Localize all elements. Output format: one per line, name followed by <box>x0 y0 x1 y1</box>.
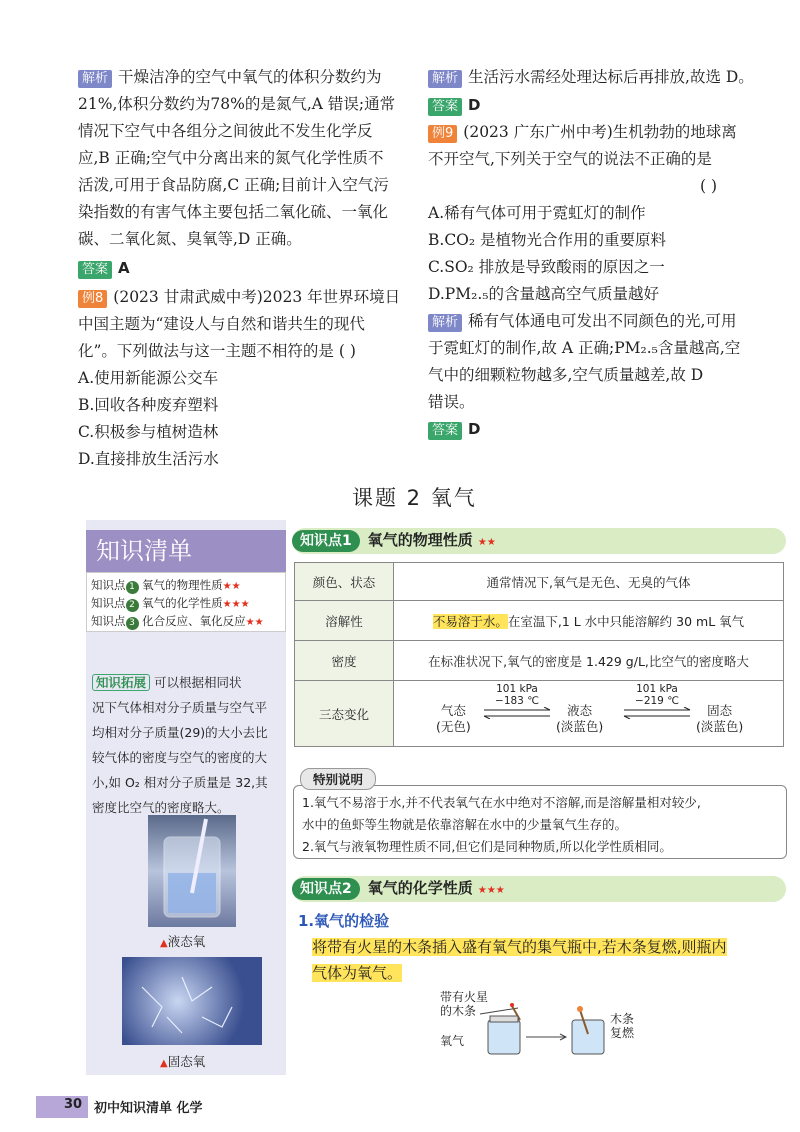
sidebar-title: 知识清单 <box>86 530 286 572</box>
answer-line: 答案 A <box>78 255 130 282</box>
phase-diagram: 气态 (无色) 101 kPa −183 ℃ 液态 (淡蓝色) 101 kPa −219 ℃ 固态 (淡蓝色) <box>394 681 784 747</box>
table-row: 三态变化 气态 (无色) 101 kPa −183 ℃ 液态 (淡蓝色) 101 kPa −219 ℃ 固态 (淡蓝色) <box>295 681 784 747</box>
list-item: 知识点 2 氧气的化学性质★★★ <box>91 596 250 610</box>
extend-tag: 知识拓展 <box>92 674 150 691</box>
text-line: 活泼,可用于食品防腐,C 正确;目前计入空气污 <box>78 176 389 194</box>
crystal-icon <box>122 957 262 1045</box>
answer-paren: ( ) <box>700 177 718 195</box>
answer-tag: 答案 <box>428 98 462 116</box>
text-line: 21%,体积分数约为78%的是氮气,A 错误;通常 <box>78 95 396 113</box>
section-title: 课题 2 氧气 <box>352 486 477 510</box>
analysis-line: 解析 生活污水需经处理达标后再排放,故选 D。 <box>428 64 754 91</box>
option-c: C.SO₂ 排放是导致酸雨的原因之一 <box>428 258 665 276</box>
option-d: D.直接排放生活污水 <box>78 450 219 468</box>
text-line: 气中的细颗粒物越多,空气质量越差,故 D <box>428 366 704 384</box>
kp1-header: 知识点1 氧气的物理性质 ★★ <box>292 528 786 554</box>
book-title: 初中知识清单 化学 <box>94 1101 203 1116</box>
text-line: 不开空气,下列关于空气的说法不正确的是 <box>428 150 712 168</box>
text-line: 化”。下列做法与这一主题不相符的是 ( ) <box>78 342 356 360</box>
text-line: 错误。 <box>428 393 475 411</box>
note-tag: 特别说明 <box>300 768 376 790</box>
solid-oxygen-image <box>122 957 262 1045</box>
list-item: 知识点 1 氧气的物理性质★★ <box>91 578 241 592</box>
triangle-icon: ▲ <box>160 1058 168 1069</box>
beaker-icon <box>148 815 236 927</box>
arrow-icon <box>622 707 692 719</box>
option-c: C.积极参与植树造林 <box>78 423 219 441</box>
analysis-tag: 解析 <box>78 70 112 88</box>
example-line: 例8 (2023 甘肃武威中考)2023 年世界环境日 <box>78 284 400 311</box>
special-note: 1.氧气不易溶于水,并不代表氧气在水中绝对不溶解,而是溶解量相对较少, 水中的鱼虾等生物就是依靠溶解在水中的少量氧气生存的。 2.氧气与液氧物理性质不同,但它们是同种物质,所以化学性质相同。 <box>293 785 787 859</box>
text-line: 情况下空气中各组分之间彼此不发生化学反 <box>78 122 373 140</box>
kp2-header: 知识点2 氧气的化学性质 ★★★ <box>292 876 786 902</box>
table-row: 密度 在标准状况下,氧气的密度是 1.429 g/L,比空气的密度略大 <box>295 641 784 681</box>
option-d: D.PM₂.₅的含量越高空气质量越好 <box>428 285 659 303</box>
caption-liquid: ▲液态氧 <box>160 934 206 949</box>
sidebar-list <box>86 572 286 632</box>
example-tag: 例8 <box>78 290 107 308</box>
oxygen-test-figure: 带有火星 的木条 氧气 木条 复燃 <box>440 990 660 1070</box>
kp1-title: 氧气的物理性质 <box>367 531 473 549</box>
answer-line: 答案 D <box>428 92 480 119</box>
subheading: 1.氧气的检验 <box>298 912 390 930</box>
analysis-tag: 解析 <box>428 70 462 88</box>
table-row: 颜色、状态 通常情况下,氧气是无色、无臭的气体 <box>295 563 784 601</box>
text-line: 碳、二氧化氮、臭氧等,D 正确。 <box>78 230 302 248</box>
kp2-title: 氧气的化学性质 <box>367 879 473 897</box>
answer-tag: 答案 <box>428 422 462 440</box>
kp1-label: 知识点1 <box>292 530 360 552</box>
text-line: 于霓虹灯的制作,故 A 正确;PM₂.₅含量越高,空 <box>428 339 741 357</box>
text-line: 中国主题为“建设人与自然和谐共生的现代 <box>78 315 365 333</box>
kp2-label: 知识点2 <box>292 878 360 900</box>
caption-solid: ▲固态氧 <box>160 1054 206 1069</box>
extend-box: 知识拓展 可以根据相同状 况下气体相对分子质量与空气平 均相对分子质量(29)的大小去比 较气体的密度与空气的密度的大 小,如 O₂ 相对分子质量是 32,其 密度比空气的密度略大。 <box>92 675 268 815</box>
highlight-text: 将带有火星的木条插入盛有氧气的集气瓶中,若木条复燃,则瓶内 气体为氧气。 <box>312 938 727 982</box>
analysis-tag: 解析 <box>428 314 462 332</box>
text-line: 染指数的有害气体主要包括二氧化硫、一氧化 <box>78 203 389 221</box>
highlight: 不易溶于水。 <box>432 613 508 629</box>
properties-table <box>294 562 784 747</box>
text-line: 应,B 正确;空气中分离出来的氮气化学性质不 <box>78 149 384 167</box>
analysis-para: 解析 干燥洁净的空气中氧气的体积分数约为 <box>78 64 382 91</box>
example-tag: 例9 <box>428 125 457 143</box>
example-line: 例9 (2023 广东广州中考)生机勃勃的地球离 <box>428 119 737 146</box>
triangle-icon: ▲ <box>160 938 168 949</box>
arrow-icon <box>482 707 552 719</box>
answer-line: 答案 D <box>428 416 480 443</box>
option-a: A.稀有气体可用于霓虹灯的制作 <box>428 204 646 222</box>
answer-tag: 答案 <box>78 261 112 279</box>
analysis-line: 解析 稀有气体通电可发出不同颜色的光,可用 <box>428 308 736 335</box>
option-a: A.使用新能源公交车 <box>78 369 219 387</box>
list-item: 知识点 3 化合反应、氧化反应★★ <box>91 614 264 628</box>
table-row: 溶解性 不易溶于水。在室温下,1 L 水中只能溶解约 30 mL 氧气 <box>295 601 784 641</box>
liquid-oxygen-image <box>148 815 236 927</box>
option-b: B.回收各种废弃塑料 <box>78 396 219 414</box>
page-number: 30 <box>64 1097 83 1112</box>
option-b: B.CO₂ 是植物光合作用的重要原料 <box>428 231 667 249</box>
